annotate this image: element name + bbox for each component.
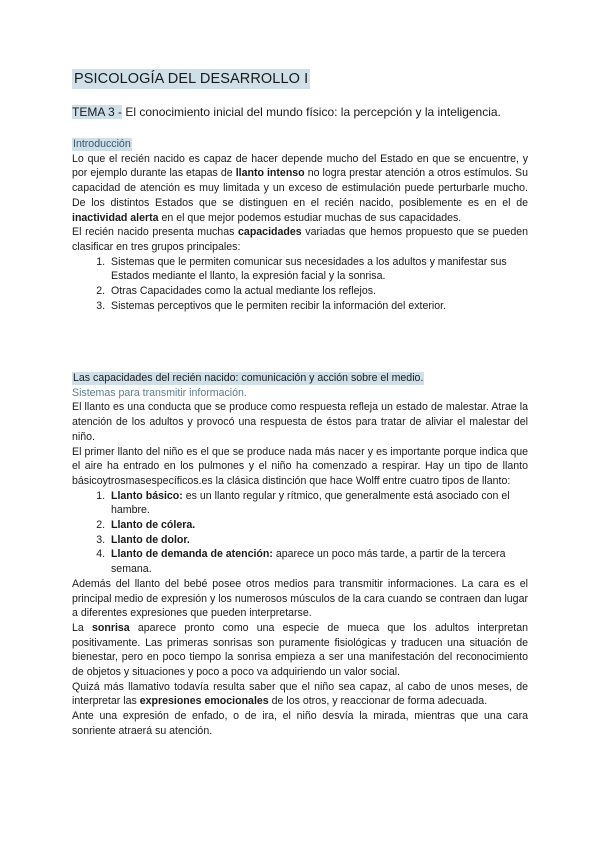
- topic-line: [72, 103, 501, 121]
- list-item: 3. Sistemas perceptivos que le permiten recibir la información del exterior.: [108, 299, 528, 314]
- topic-title: El conocimiento inicial del mundo físico: la percepción y la inteligencia.: [125, 105, 501, 119]
- paragraph-face: Además del llanto del bebé posee otros medios para transmitir informaciones. La cara es el principal medio de expresión y los numerosos músculos de la cara cuando se contraen dan lugar a diferentes expresiones que pueden interpretarse.: [72, 577, 528, 620]
- topic-label: TEMA 3 -: [72, 105, 123, 119]
- communication-section: [72, 371, 528, 739]
- intro-heading: Introducción: [73, 138, 131, 150]
- intro-paragraph-1: Lo que el recién nacido es capaz de hacer depende mucho del Estado en que se encuentre, y por ejemplo durante las etapas de llanto intenso no logra prestar atención a otros estímulos. Su capacidad de atención es muy limitada y un exceso de estimulación puede perturbarle mucho. De los distintos Estados que se distinguen en el recién nacido, posiblemente es en el de inactividad alerta en el que mejor podemos estudiar muchas de sus capacidades.: [72, 152, 528, 224]
- list-item: 1. Sistemas que le permiten comunicar sus necesidades a los adultos y manifestar sus Estados mediante el llanto, la expresión facial y la sonrisa.: [108, 255, 528, 284]
- list-item: 2. Otras Capacidades como la actual mediante los reflejos.: [108, 284, 528, 299]
- paragraph-smile: La sonrisa aparece pronto como una especie de mueca que los adultos interpretan positivamente. Las primeras sonrisas son puramente fisiológicas y traducen una situación de bienestar, pero en poco tiempo la sonrisa empieza a ser una manifestación del reconocimiento de objetos y situaciones y poco a poco va adquiriendo un valor social.: [72, 621, 528, 679]
- capacities-list: [72, 255, 528, 314]
- paragraph-emotions: Quizá más llamativo todavía resulta saber que el niño sea capaz, al cabo de unos meses, de interpretar las expresiones emocionales de los otros, y reaccionar de forma adecuada.: [72, 680, 528, 708]
- list-item: 2. Llanto de cólera.: [108, 518, 528, 533]
- section-subheading: Sistemas para transmitir información.: [72, 386, 247, 399]
- list-item: 4. Llanto de demanda de atención: aparece un poco más tarde, a partir de la tercera semana.: [108, 547, 528, 576]
- intro-paragraph-2: El recién nacido presenta muchas capacidades variadas que hemos propuesto que se pueden clasificar en tres grupos principales:: [72, 226, 528, 253]
- llanto-types-list: [72, 489, 528, 577]
- paragraph-llanto-1: El llanto es una conducta que se produce como respuesta refleja un estado de malestar. Atrae la atención de los adultos y provocó una respuesta de éstos para tratar de aliviar el malestar del niño.: [72, 401, 528, 443]
- paragraph-reaction: Ante una expresión de enfado, o de ira, el niño desvía la mirada, mientras que una cara sonriente atraerá su atención.: [72, 710, 528, 737]
- list-item: 3. Llanto de dolor.: [108, 533, 528, 548]
- section-heading: Las capacidades del recién nacido: comunicación y acción sobre el medio.: [73, 372, 424, 384]
- document-title: PSICOLOGÍA DEL DESARROLLO I: [74, 71, 309, 87]
- intro-section: [72, 137, 528, 313]
- list-item: 1. Llanto básico: es un llanto regular y rítmico, que generalmente está asociado con el hambre.: [108, 489, 528, 518]
- paragraph-llanto-2: El primer llanto del niño es el que se produce nada más nacer y es importante porque indica que el aire ha entrado en los pulmones y el niño ha comenzado a respirar. Hay un tipo de llanto básicoytrosmasespecíficos.es la clásica distinción que hace Wolff entre cuatro tipos de llanto:: [72, 445, 528, 487]
